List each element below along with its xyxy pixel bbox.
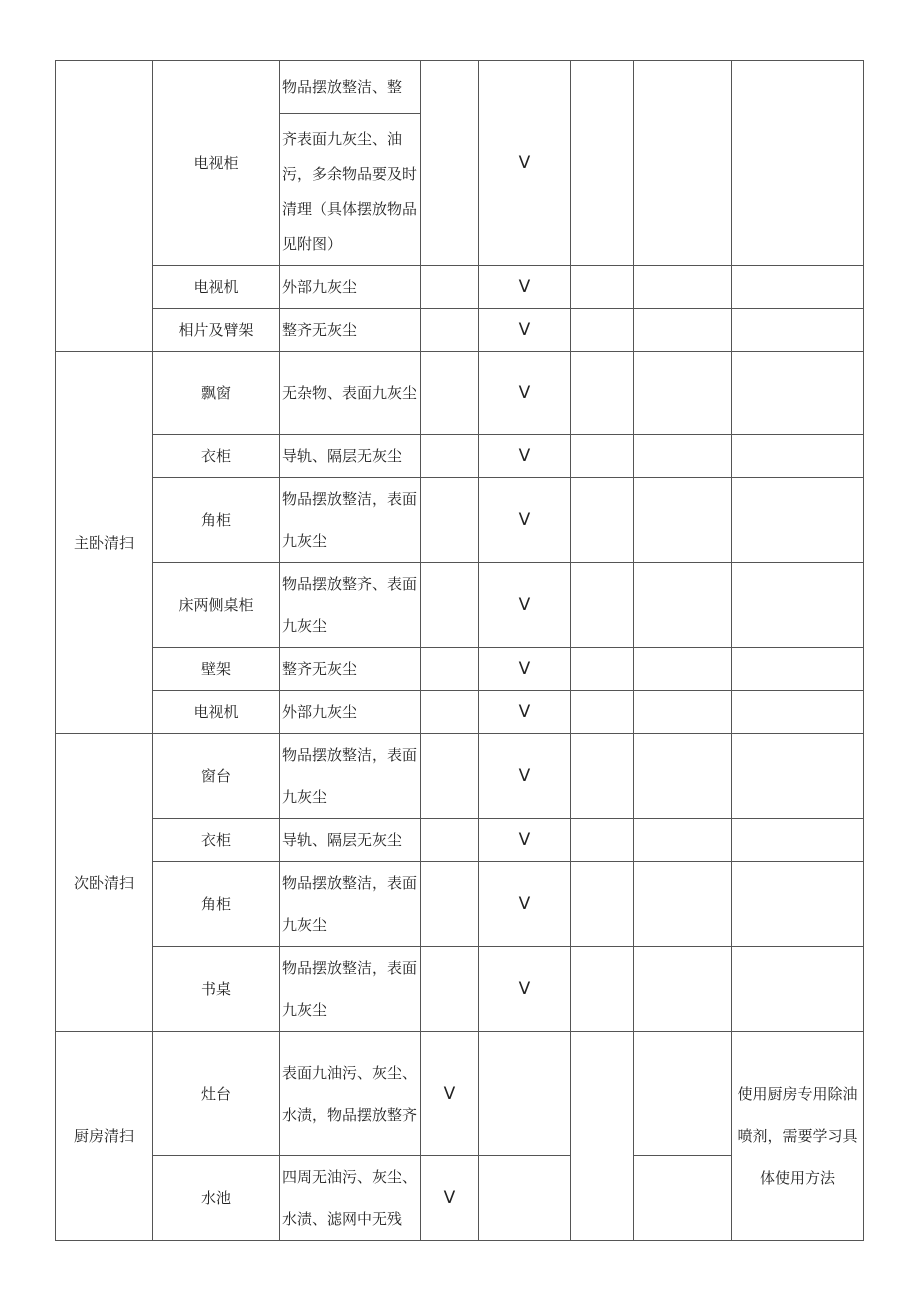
item-cell: 飘窗	[153, 352, 280, 435]
standard-cell: 齐表面九灰尘、油污，多余物品要及时清理（具体摆放物品见附图）	[280, 114, 421, 266]
standard-cell: 物品摆放整洁，表面九灰尘	[280, 478, 421, 563]
standard-cell: 整齐无灰尘	[280, 309, 421, 352]
item-cell: 电视机	[153, 266, 280, 309]
item-cell: 相片及臂架	[153, 309, 280, 352]
check-mark: V	[479, 734, 571, 819]
item-cell: 电视柜	[153, 61, 280, 266]
check-mark: V	[479, 947, 571, 1032]
check-mark: V	[421, 1032, 479, 1156]
check-mark: V	[479, 435, 571, 478]
standard-cell: 导轨、隔层无灰尘	[280, 435, 421, 478]
item-cell: 壁架	[153, 648, 280, 691]
standard-cell: 物品摆放整洁，表面九灰尘	[280, 862, 421, 947]
standard-cell: 外部九灰尘	[280, 266, 421, 309]
cleaning-checklist-table	[55, 60, 864, 1241]
standard-cell: 物品摆放整齐、表面九灰尘	[280, 563, 421, 648]
item-cell: 灶台	[153, 1032, 280, 1156]
section-cell: 次卧清扫	[56, 734, 153, 1032]
section-cell: 主卧清扫	[56, 352, 153, 734]
standard-cell: 导轨、隔层无灰尘	[280, 819, 421, 862]
section-cell-continued	[56, 61, 153, 352]
standard-cell: 外部九灰尘	[280, 691, 421, 734]
check-mark: V	[479, 862, 571, 947]
item-cell: 床两侧桌柜	[153, 563, 280, 648]
check-mark: V	[479, 266, 571, 309]
standard-cell: 表面九油污、灰尘、水渍，物品摆放整齐	[280, 1032, 421, 1156]
item-cell: 衣柜	[153, 819, 280, 862]
item-cell: 角柜	[153, 862, 280, 947]
standard-cell: 物品摆放整洁，表面九灰尘	[280, 734, 421, 819]
check-mark: V	[421, 1156, 479, 1241]
standard-cell: 无杂物、表面九灰尘	[280, 352, 421, 435]
check-mark: V	[479, 563, 571, 648]
standard-cell: 整齐无灰尘	[280, 648, 421, 691]
check-mark: V	[479, 309, 571, 352]
check-mark: V	[479, 819, 571, 862]
standard-cell: 四周无油污、灰尘、水渍、滤网中无残	[280, 1156, 421, 1241]
item-cell: 窗台	[153, 734, 280, 819]
check-mark: V	[479, 691, 571, 734]
standard-cell: 物品摆放整洁，表面九灰尘	[280, 947, 421, 1032]
standard-cell: 物品摆放整洁、整	[280, 61, 421, 114]
check-mark: V	[479, 352, 571, 435]
item-cell: 水池	[153, 1156, 280, 1241]
check-mark: V	[479, 61, 571, 266]
item-cell: 书桌	[153, 947, 280, 1032]
item-cell: 电视机	[153, 691, 280, 734]
item-cell: 衣柜	[153, 435, 280, 478]
item-cell: 角柜	[153, 478, 280, 563]
kitchen-note: 使用厨房专用除油喷剂，需要学习具体使用方法	[732, 1032, 864, 1241]
check-mark: V	[479, 648, 571, 691]
section-cell: 厨房清扫	[56, 1032, 153, 1241]
check-mark: V	[479, 478, 571, 563]
